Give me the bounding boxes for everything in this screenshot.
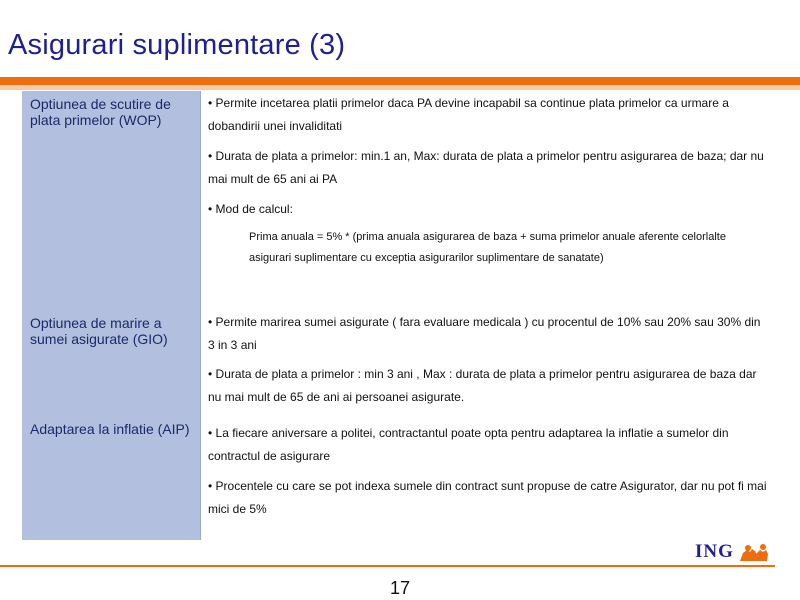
- page-number: 17: [389, 578, 411, 598]
- bullet-item: • Permite marirea sumei asigurate ( fara evaluare medicala ) cu procentul de 10% sau 20% sau 30% din 3 in 3 ani: [208, 315, 761, 352]
- row-heading: Optiunea de scutire de plata primelor (WOP): [30, 96, 171, 128]
- title-underline-peach: [0, 85, 800, 90]
- bullet-item: • La fiecare aniversare a politei, contractantul poate opta pentru adaptarea la inflatie a sumelor din contractul de asigurare: [208, 426, 729, 463]
- row-content-cell: [208, 310, 794, 416]
- table-row-gio: [22, 310, 800, 416]
- row-heading: Adaptarea la inflatie (AIP): [30, 421, 190, 437]
- bullet-item: • Durata de plata a primelor : min 3 ani , Max : durata de plata a primelor pentru asigurarea de baza dar nu mai mult de 65 de ani ai persoanei asigurate.: [208, 367, 757, 404]
- table-row-wop: [22, 91, 800, 310]
- bullet-item: • Permite incetarea platii primelor daca PA devine incapabil sa continue plata primelor ca urmare a dobandirii unei invaliditati: [208, 96, 729, 133]
- row-heading-cell: [22, 310, 201, 416]
- formula-text: Prima anuala = 5% * (prima anuala asigurarea de baza + suma primelor anuale aferente celorlalte asigurari suplimentare cu exceptia asigurarilor suplimentare de sanatate): [249, 231, 726, 264]
- row-content-cell: [208, 91, 794, 310]
- slide-title: Asigurari suplimentare (3): [8, 29, 346, 61]
- bullet-item: • Procentele cu care se pot indexa sumele din contract sunt propuse de catre Asigurator, dar nu pot fi mai mici de 5%: [208, 479, 767, 516]
- bullet-item: • Mod de calcul:: [208, 202, 293, 216]
- ing-logo: [695, 540, 770, 564]
- logo-text: ING: [695, 541, 734, 562]
- bullet-item: • Durata de plata a primelor: min.1 an, Max: durata de plata a primelor pentru asigurarea de baza; dar nu mai mult de 65 ani ai PA: [208, 149, 764, 186]
- row-heading-cell: [22, 91, 201, 310]
- row-heading: Optiunea de marire a sumei asigurate (GIO): [30, 315, 168, 347]
- lion-icon: [738, 541, 770, 563]
- title-underline-orange: [0, 77, 800, 85]
- row-content-cell: [208, 416, 794, 540]
- table-row-aip: [22, 416, 800, 540]
- row-heading-cell: [22, 416, 201, 540]
- footer-line: [0, 565, 775, 567]
- options-table: [22, 91, 800, 540]
